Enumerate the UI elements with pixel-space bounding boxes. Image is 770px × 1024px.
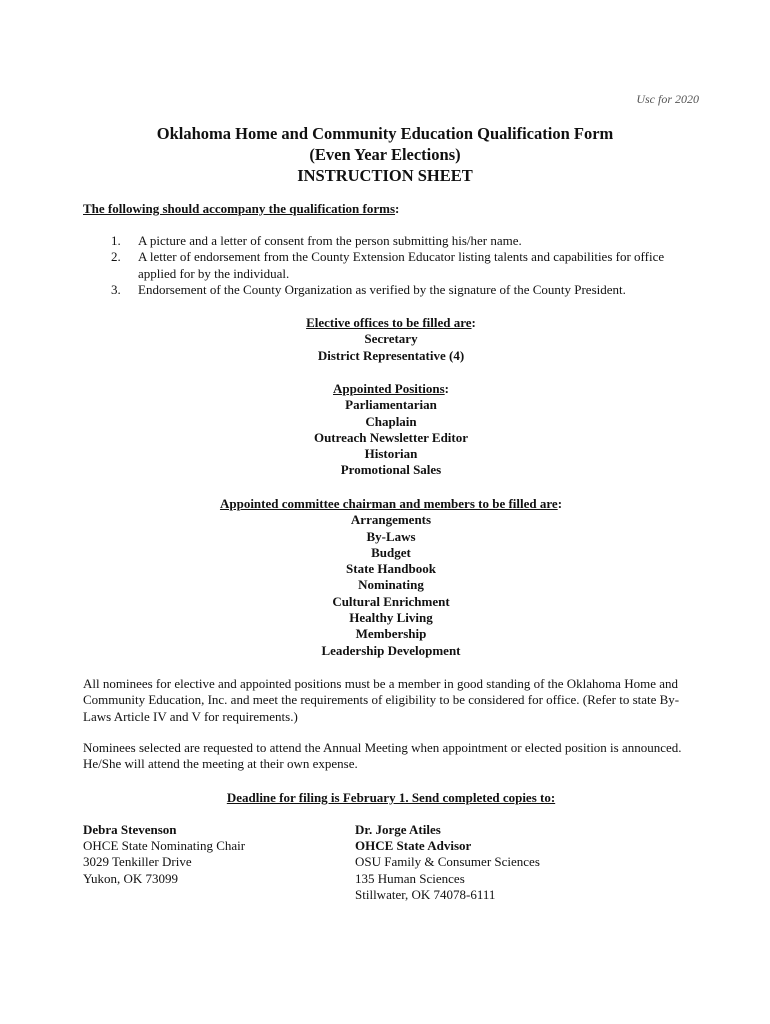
list-number: 3. [111, 282, 121, 298]
title-line-1: Oklahoma Home and Community Education Qualification Form [156, 124, 614, 143]
list-item: Nominating [358, 577, 424, 593]
attendance-paragraph: Nominees selected are requested to attend the Annual Meeting when appointment or elected position is announced. He/She will attend the meeting at their own expense. [83, 740, 682, 772]
committee-heading-text: Appointed committee chairman and members to be filled are [219, 496, 558, 511]
list-item [83, 233, 683, 249]
list-number: 2. [111, 249, 121, 265]
deadline-heading: Deadline for filing is February 1. Send completed copies to: [226, 790, 556, 805]
requirements-list [83, 233, 683, 299]
list-item: By-Laws [366, 528, 416, 544]
contact-address-line: OSU Family & Consumer Sciences [355, 854, 540, 870]
list-item [83, 282, 683, 298]
accompany-heading: The following should accompany the qualification forms: [83, 201, 400, 216]
list-item: Chaplain [365, 413, 417, 429]
list-item: Parliamentarian [345, 397, 437, 413]
list-item [83, 249, 683, 282]
list-item: District Representative (4) [317, 347, 465, 363]
appointed-heading: Appointed Positions: [333, 381, 449, 396]
elective-offices-section [0, 315, 770, 364]
list-item: Historian [364, 446, 418, 462]
title-line-3: INSTRUCTION SHEET [297, 166, 473, 185]
title-line-2: (Even Year Elections) [309, 145, 461, 164]
list-item: Cultural Enrichment [332, 593, 450, 609]
list-item-text: Endorsement of the County Organization as verified by the signature of the County President. [138, 282, 626, 298]
elective-heading: Elective offices to be filled are: [306, 315, 476, 330]
appointed-heading-text: Appointed Positions [333, 381, 445, 396]
accompany-heading-text: The following should accompany the qualification forms [83, 201, 396, 216]
list-item: Arrangements [350, 512, 432, 528]
list-number: 1. [111, 233, 121, 248]
list-item: Secretary [364, 331, 418, 347]
contact-role: OHCE State Advisor [355, 838, 472, 854]
contact-address-line: 135 Human Sciences [355, 870, 465, 886]
contact-nominating-chair [83, 822, 245, 887]
list-item: Outreach Newsletter Editor [313, 429, 469, 445]
header-note: Usc for 2020 [636, 92, 699, 106]
list-item: Healthy Living [349, 610, 433, 626]
list-item-text: A picture and a letter of consent from the person submitting his/her name. [138, 233, 522, 248]
elective-heading-text: Elective offices to be filled are [306, 315, 472, 330]
committee-section [0, 496, 770, 659]
contact-role: OHCE State Nominating Chair [83, 838, 246, 854]
committee-heading: Appointed committee chairman and members to be filled are: [219, 496, 563, 511]
contact-name: Dr. Jorge Atiles [355, 822, 441, 837]
list-item: Membership [355, 626, 427, 642]
eligibility-paragraph: All nominees for elective and appointed positions must be a member in good standing of the Oklahoma Home and Community Education, Inc. and meet the requirements of eligibility to be considered for office. (Refer to state By-Laws Article IV and V for requirements.) [83, 676, 680, 724]
list-item: Promotional Sales [340, 462, 442, 478]
contact-name: Debra Stevenson [83, 822, 177, 837]
contact-address-line: Yukon, OK 73099 [83, 870, 178, 886]
list-item: Budget [371, 544, 411, 560]
appointed-positions-section [0, 381, 770, 479]
contact-address-line: Stillwater, OK 74078-6111 [355, 886, 496, 902]
list-item: Leadership Development [321, 642, 461, 658]
contact-state-advisor [355, 822, 540, 903]
contact-address-line: 3029 Tenkiller Drive [83, 854, 192, 870]
list-item-text: A letter of endorsement from the County Extension Educator listing talents and capabilities for office applied for by the individual. [138, 249, 665, 281]
document-title [0, 123, 770, 186]
list-item: State Handbook [346, 561, 436, 577]
